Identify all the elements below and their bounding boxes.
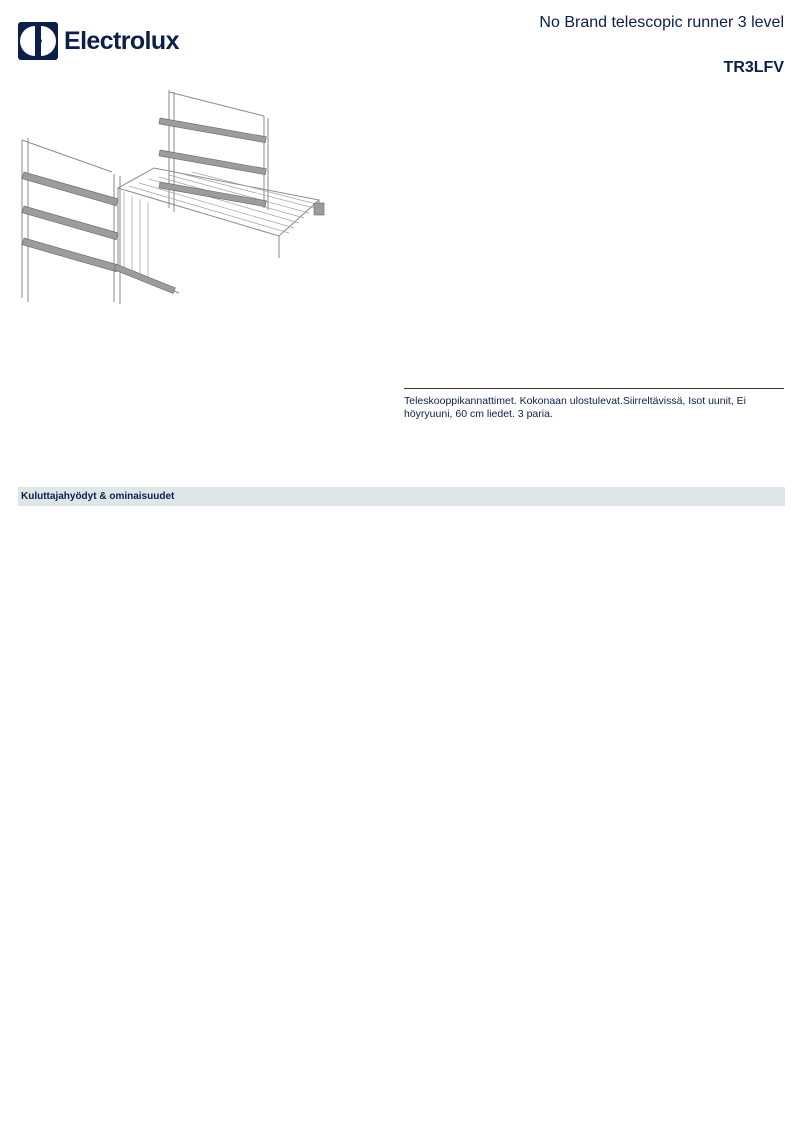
brand-wordmark: Electrolux (64, 27, 179, 55)
brand-logo (18, 22, 186, 60)
product-title: No Brand telescopic runner 3 level (539, 14, 784, 31)
description-divider (404, 388, 784, 389)
benefits-section-title: Kuluttajahyödyt & ominaisuudet (21, 491, 175, 502)
product-description: Teleskooppikannattimet. Kokonaan ulostulevat.Siirreltävissä, Isot uunit, Ei höyryuuni, 60 cm liedet. 3 paria. (404, 395, 747, 420)
electrolux-logo-icon (18, 22, 58, 60)
product-code: TR3LFV (723, 59, 784, 76)
benefits-section-header (18, 487, 785, 506)
telescopic-runner-rack-image (14, 88, 330, 310)
